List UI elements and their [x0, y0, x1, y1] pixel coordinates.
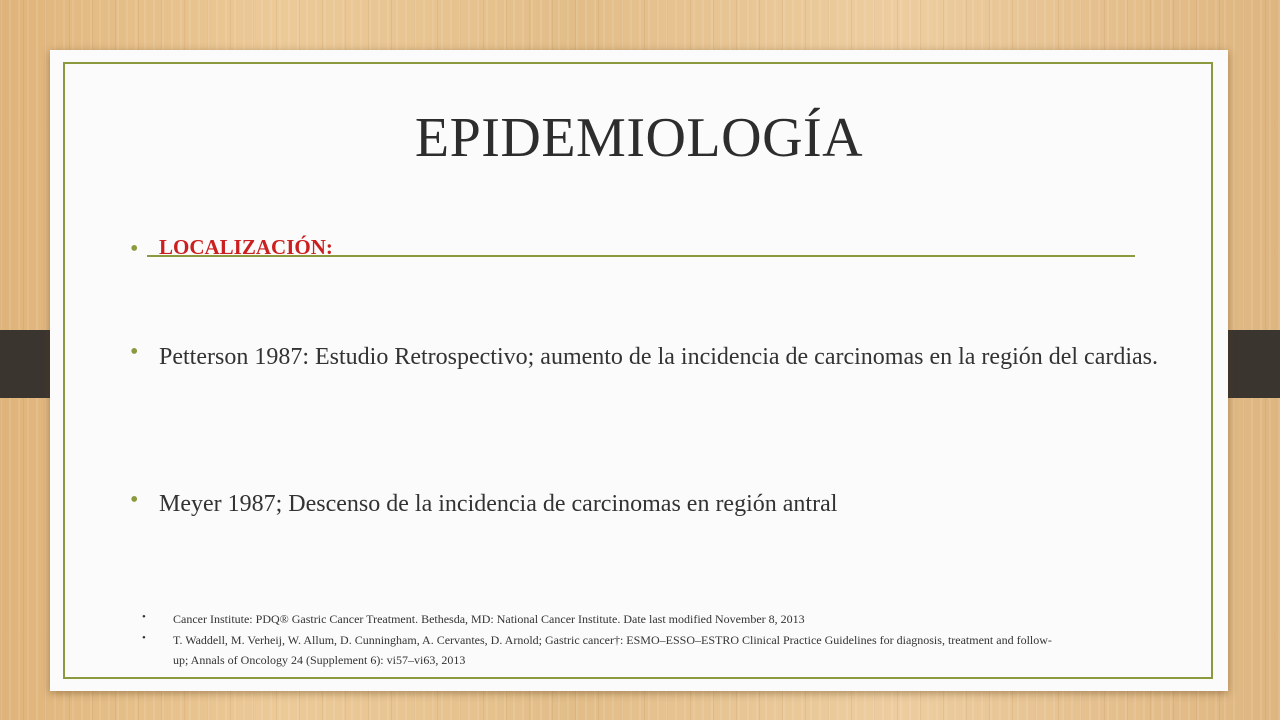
reference-dot-1: • — [142, 611, 146, 623]
bullet-petterson: Petterson 1987: Estudio Retrospectivo; aumento de la incidencia de carcinomas en la región del cardias. — [159, 344, 1159, 370]
bullet-dot-1: • — [130, 236, 139, 262]
reference-1: Cancer Institute: PDQ® Gastric Cancer Treatment. Bethesda, MD: National Cancer Institute. Date last modified November 8, 2013 — [173, 612, 805, 626]
bullet-dot-2: • — [130, 339, 139, 365]
bullet-meyer: Meyer 1987; Descenso de la incidencia de carcinomas en región antral — [159, 491, 838, 517]
reference-dot-2: • — [142, 632, 146, 644]
slide-canvas — [50, 50, 1228, 691]
slide-title: EPIDEMIOLOGÍA — [414, 107, 864, 169]
bullet-dot-3: • — [130, 487, 139, 513]
reference-2: T. Waddell, M. Verheij, W. Allum, D. Cunningham, A. Cervantes, D. Arnold; Gastric cancer†: ESMO–ESSO–ESTRO Clinical Practice Guidelines for diagnosis, treatment and follow-up; Annals of Oncology 24 (Supplement 6): vi57–vi63, 2013 — [173, 633, 1052, 667]
bullet-localizacion: LOCALIZACIÓN: — [159, 235, 333, 259]
